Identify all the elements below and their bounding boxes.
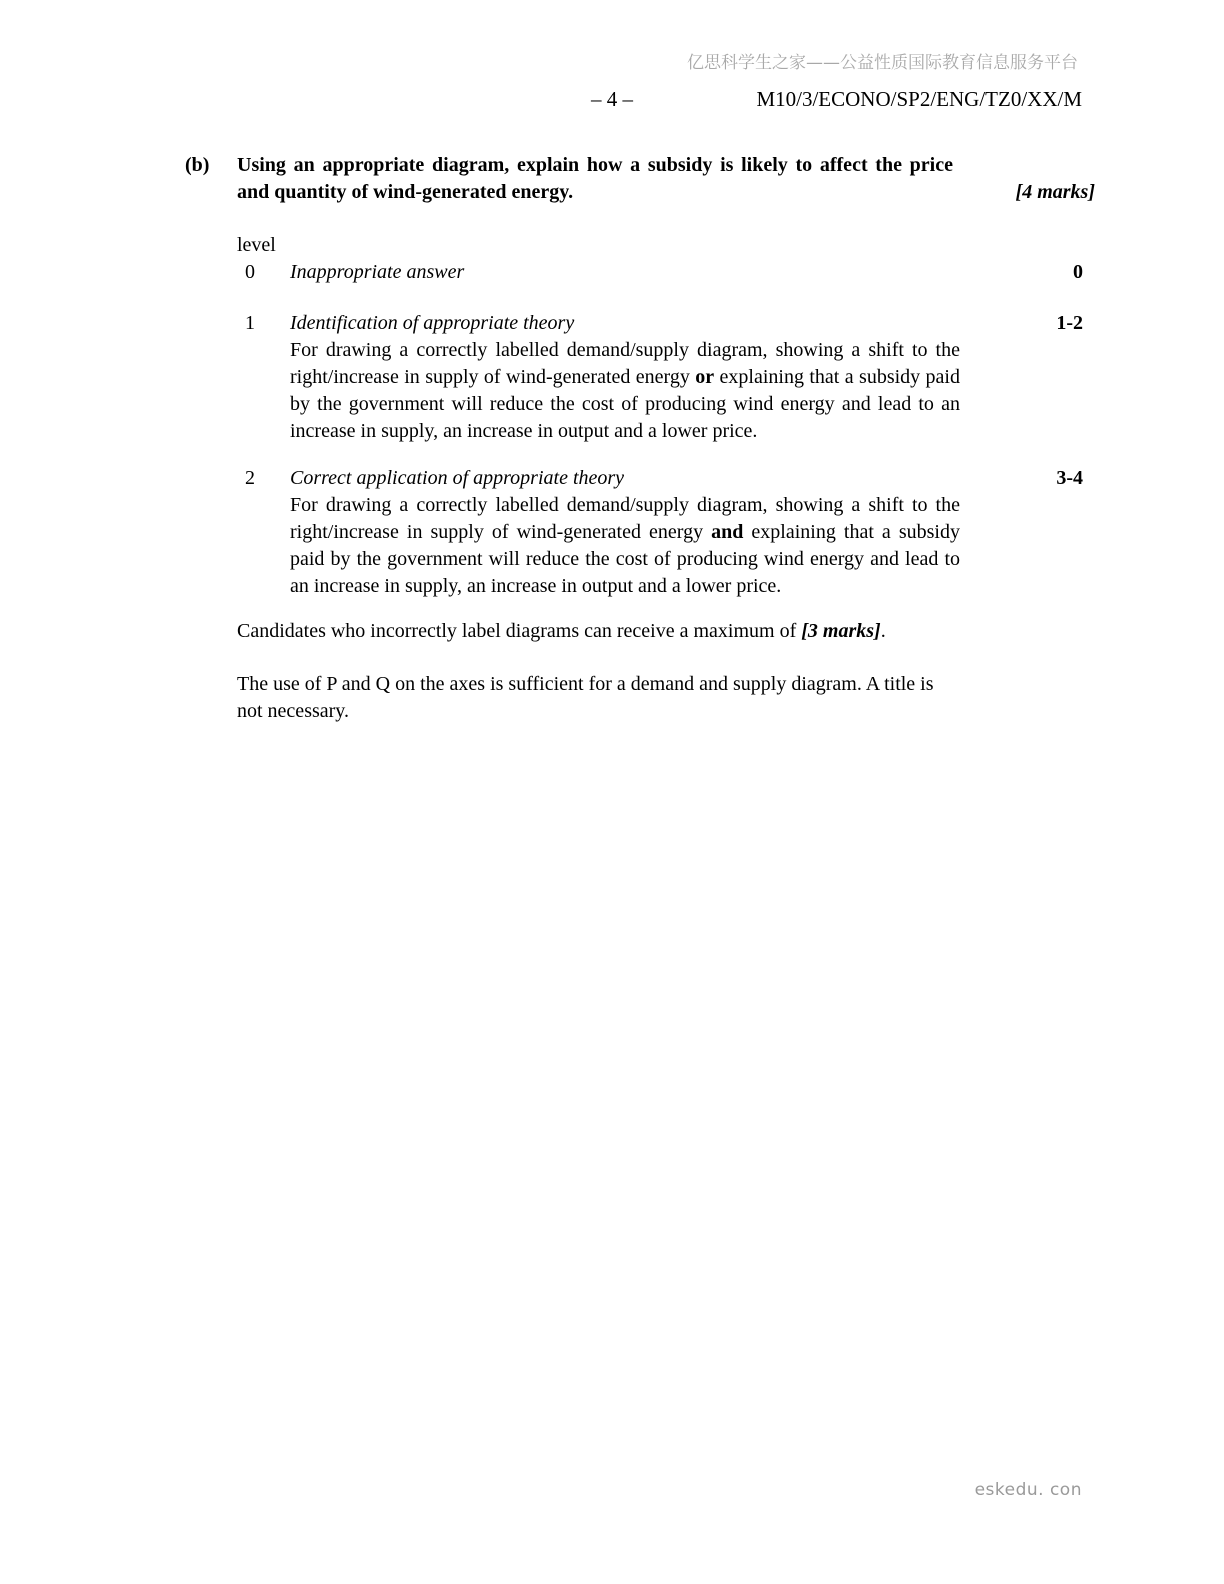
level-2-marks: 3-4: [1056, 467, 1083, 489]
markband-column-label: level: [237, 234, 276, 256]
level-1-explanation: [290, 337, 960, 445]
level-1-explanation-bold: or: [695, 366, 715, 388]
level-0-number: 0: [245, 261, 255, 283]
level-2-body: [290, 465, 960, 600]
level-2-explanation-bold: and: [711, 521, 744, 543]
markband-level-1-row: [185, 310, 1095, 445]
level-1-number: 1: [245, 312, 255, 334]
question-label: (b): [185, 154, 210, 176]
examiner-note-axes: The use of P and Q on the axes is sufficient for a demand and supply diagram. A title is not necessary.: [237, 673, 934, 722]
question-marks: [4 marks]: [1015, 181, 1095, 203]
level-1-marks: 1-2: [1056, 312, 1083, 334]
page-number: – 4 –: [591, 87, 633, 111]
header-watermark-text: 亿思科学生之家——公益性质国际教育信息服务平台: [687, 53, 1078, 73]
question-block: [185, 152, 1095, 206]
markband-level-2-row: [185, 465, 1095, 600]
note-labelling-post: .: [880, 620, 886, 642]
level-0-descriptor: Inappropriate answer: [290, 261, 465, 283]
level-1-explanation-post: explaining that a subsidy paid by the government will reduce the cost of producing wind energy and lead to an increase in supply, an increase in output and a lower price.: [290, 366, 960, 442]
level-1-body: [290, 310, 960, 445]
level-0-body: [290, 259, 960, 286]
markscheme-content: [185, 152, 1095, 725]
note-labelling-pre: Candidates who incorrectly label diagrams can receive a maximum of: [237, 620, 802, 642]
level-2-explanation: [290, 492, 960, 600]
level-1-explanation-pre: For drawing a correctly labelled demand/supply diagram, showing a shift to the right/increase in supply of wind-generated energy: [290, 339, 960, 388]
footer-watermark-text: eskedu. con: [974, 1480, 1082, 1500]
page-header: [0, 87, 1224, 114]
question-text: Using an appropriate diagram, explain how a subsidy is likely to affect the price and quantity of wind-generated energy.: [237, 154, 953, 203]
level-1-descriptor: Identification of appropriate theory: [290, 312, 575, 334]
markband-level-0-row: [185, 259, 1095, 286]
document-code: M10/3/ECONO/SP2/ENG/TZ0/XX/M: [756, 87, 1082, 111]
note-labelling-marks: [3 marks]: [801, 620, 881, 642]
examiner-note-labelling: [237, 618, 937, 645]
level-2-descriptor: Correct application of appropriate theory: [290, 467, 625, 489]
level-2-number: 2: [245, 467, 255, 489]
level-2-explanation-pre: For drawing a correctly labelled demand/supply diagram, showing a shift to the right/increase in supply of wind-generated energy: [290, 494, 960, 543]
level-2-explanation-post: explaining that a subsidy paid by the government will reduce the cost of producing wind energy and lead to an increase in supply, an increase in output and a lower price.: [290, 521, 960, 597]
level-0-marks: 0: [1073, 261, 1083, 283]
